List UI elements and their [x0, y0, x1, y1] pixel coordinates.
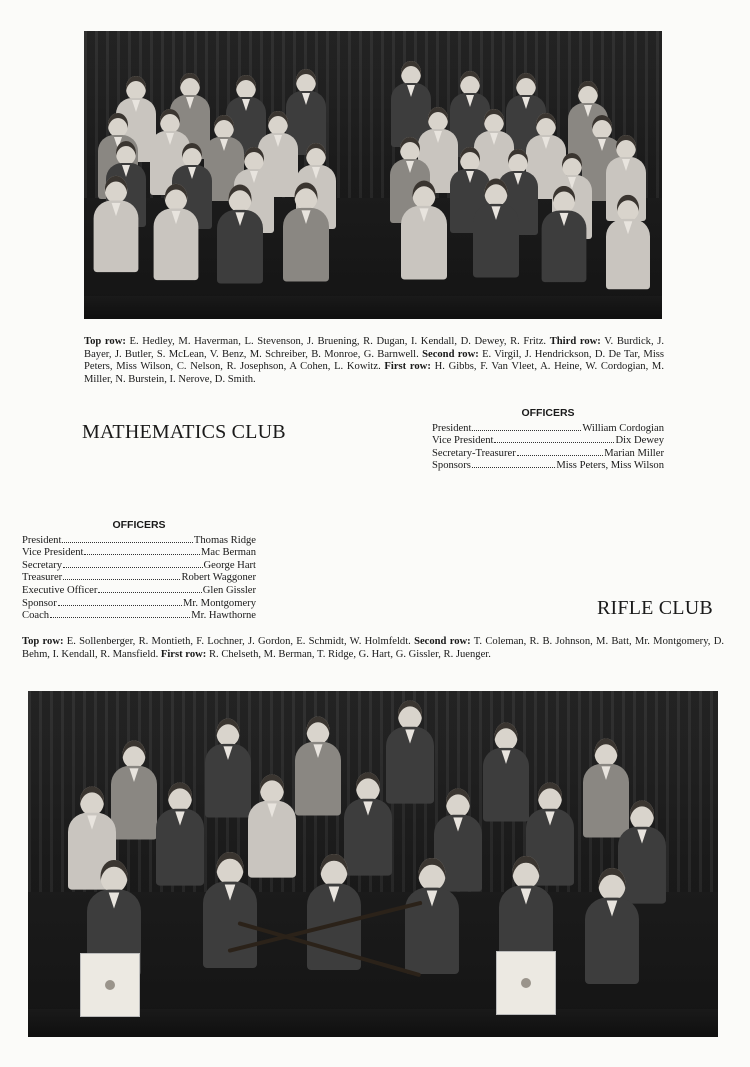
- officer-name: Glen Gissler: [202, 584, 256, 596]
- caption-row-names: E. Hedley, M. Haverman, L. Stevenson, J. Bruening, R. Dugan, I. Kendall, D. Dewey, R. Fritz.: [129, 336, 547, 347]
- caption-row-label: First row:: [160, 648, 207, 660]
- caption-row-label: Top row:: [22, 636, 64, 647]
- rifle-club-title: RIFLE CLUB: [597, 597, 713, 619]
- caption-row-names: E. Virgil, J. Hendrickson, D. De Tar, Miss Peters, Miss Wilson, C. Nelson, R. Josephson, A Cohen, L. Kowitz.: [84, 348, 665, 373]
- officer-name: Mac Berman: [200, 547, 256, 559]
- officer-name: Thomas Ridge: [193, 534, 256, 546]
- leader-dots: [517, 455, 604, 456]
- officer-row: [432, 423, 664, 436]
- math-club-officers: [432, 407, 664, 473]
- club-member: [154, 782, 207, 885]
- officer-name: William Cordogian: [582, 422, 664, 434]
- rifle-club-photo: [28, 691, 718, 1037]
- club-member: [399, 181, 450, 280]
- club-member: [281, 183, 332, 282]
- officer-role: Vice President: [22, 547, 84, 559]
- caption-row-label: First row:: [384, 361, 431, 373]
- club-member: [604, 195, 652, 290]
- leader-dots: [84, 554, 200, 555]
- officer-role: Sponsor: [22, 597, 57, 609]
- math-club-title: MATHEMATICS CLUB: [82, 421, 286, 443]
- officer-role: Sponsors: [432, 460, 471, 472]
- caption-row-names: H. Gibbs, F. Van Vleet, A. Heine, W. Cordogian, M. Miller, N. Burstein, I. Nerove, D. Smith.: [84, 361, 665, 385]
- officer-row: [22, 560, 256, 573]
- officers-heading: OFFICERS: [112, 519, 166, 531]
- officer-role: Vice President: [432, 435, 494, 447]
- photo-floor: [84, 296, 662, 319]
- officer-role: Treasurer: [22, 572, 63, 584]
- club-member: [151, 184, 200, 280]
- leader-dots: [50, 617, 190, 618]
- officer-name: Mr. Montgomery: [183, 597, 256, 609]
- rifle-club-officers: [22, 519, 256, 623]
- officer-row: [432, 448, 664, 461]
- paper-target: [80, 953, 140, 1017]
- officer-row: [432, 460, 664, 473]
- caption-row-names: R. Chelseth, M. Berman, T. Ridge, G. Hart, G. Gissler, R. Juenger.: [208, 648, 491, 660]
- officer-name: Miss Peters, Miss Wilson: [556, 460, 664, 472]
- caption-row-names: T. Coleman, R. B. Johnson, M. Batt, Mr. Montgomery, D. Behm, I. Kendall, R. Mansfield.: [22, 636, 725, 660]
- officer-role: Secretary-Treasurer: [432, 447, 516, 459]
- club-member: [539, 186, 588, 282]
- officer-role: Coach: [22, 610, 50, 622]
- leader-dots: [472, 467, 555, 468]
- officers-heading: OFFICERS: [521, 407, 575, 419]
- leader-dots: [472, 430, 581, 431]
- officer-name: Mr. Hawthorne: [191, 610, 256, 622]
- officer-name: Dix Dewey: [615, 435, 664, 447]
- officer-role: President: [432, 422, 472, 434]
- caption-row-label: Top row:: [84, 336, 126, 347]
- officer-name: Robert Waggoner: [181, 572, 256, 584]
- officer-row: [432, 435, 664, 448]
- paper-target: [496, 951, 556, 1015]
- caption-row-label: Second row:: [414, 636, 471, 647]
- club-member: [471, 179, 522, 278]
- officer-role: President: [22, 534, 62, 546]
- officer-name: Marian Miller: [604, 447, 664, 459]
- leader-dots: [58, 605, 182, 606]
- caption-row-names: V. Burdick, J. Bayer, J. Butler, S. McLean, V. Benz, M. Schreiber, B. Monroe, G. Barnwell.: [84, 336, 664, 360]
- officer-role: Executive Officer: [22, 584, 98, 596]
- club-member: [91, 176, 140, 272]
- officer-row: [22, 598, 256, 611]
- leader-dots: [63, 567, 203, 568]
- club-member: [402, 858, 461, 974]
- officer-row: [22, 585, 256, 598]
- officer-row: [22, 572, 256, 585]
- math-club-photo: [84, 31, 662, 319]
- officer-row: [22, 547, 256, 560]
- club-member: [215, 185, 266, 284]
- rifle-club-caption: [22, 636, 724, 661]
- caption-row-label: Second row:: [422, 348, 479, 360]
- club-member: [293, 717, 344, 816]
- leader-dots: [63, 579, 180, 580]
- caption-row-label: Third row:: [549, 336, 601, 347]
- math-club-caption: [84, 336, 664, 386]
- club-member: [582, 868, 641, 984]
- leader-dots: [62, 542, 192, 543]
- leader-dots: [494, 442, 614, 443]
- officer-role: Secretary: [22, 559, 62, 571]
- officer-name: George Hart: [203, 559, 256, 571]
- officer-row: [22, 610, 256, 623]
- caption-row-names: E. Sollenberger, R. Montieth, F. Lochner, J. Gordon, E. Schmidt, W. Holmfeldt.: [66, 636, 411, 647]
- officer-row: [22, 535, 256, 548]
- leader-dots: [98, 592, 201, 593]
